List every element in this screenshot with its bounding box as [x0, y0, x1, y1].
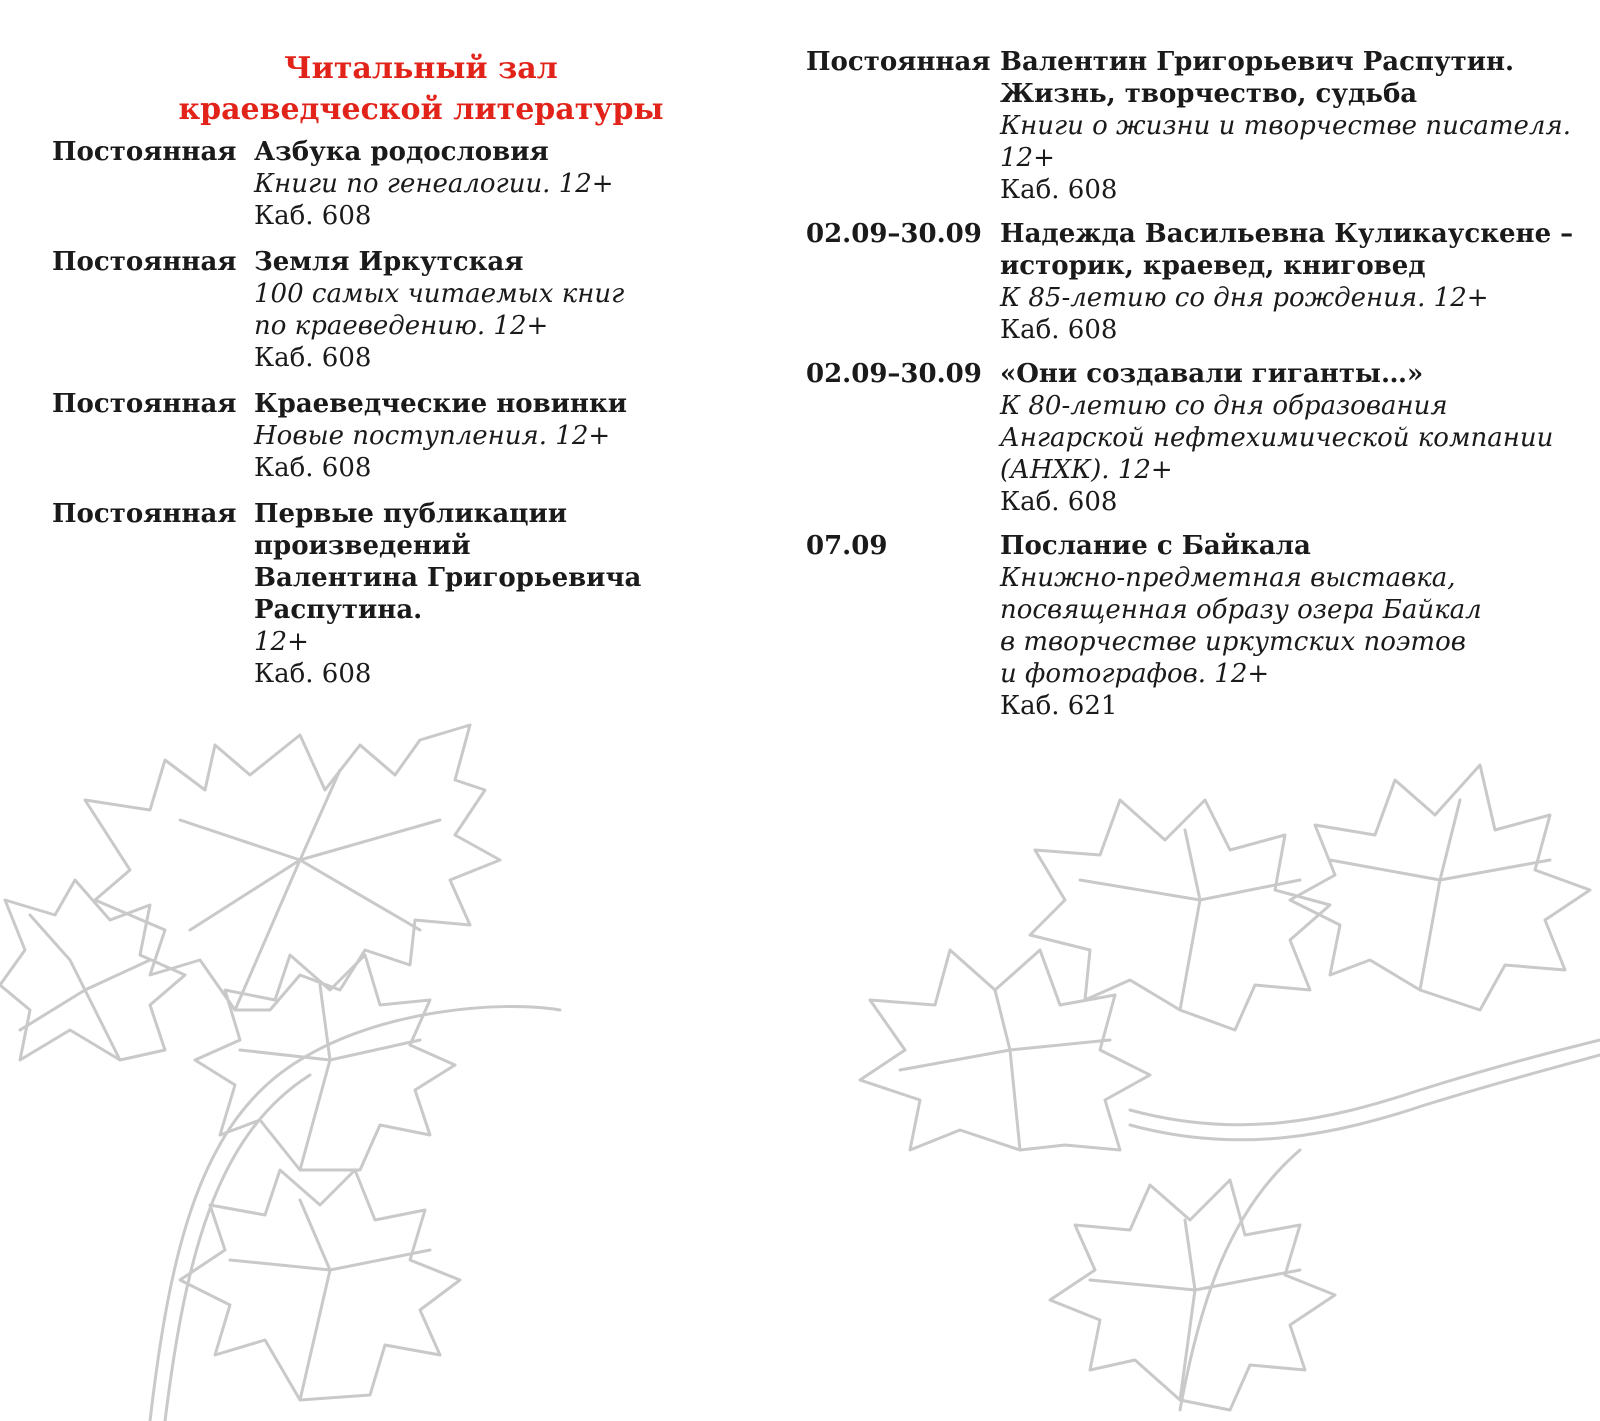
leaf-vein	[1195, 1270, 1300, 1290]
entry-title	[1000, 46, 1586, 110]
leaf-vein	[1420, 800, 1460, 990]
section-title-line: краеведческой литературы	[178, 92, 664, 127]
entry-title	[254, 498, 792, 626]
entry-description-line: (АНХК). 12+	[1000, 455, 1173, 485]
entry-room: Каб. 608	[254, 343, 372, 373]
right-column	[806, 46, 1586, 734]
exhibition-entry	[52, 498, 792, 690]
leaf-vein	[995, 990, 1020, 1150]
leaf-vein	[300, 1200, 330, 1400]
entry-description	[254, 168, 792, 200]
entry-title-line: Послание с Байкала	[1000, 531, 1311, 561]
entry-description-line: Книжно-предметная выставка,	[1000, 563, 1456, 593]
entry-title	[1000, 530, 1586, 562]
entry-description-line: в творчестве иркутских поэтов	[1000, 627, 1466, 657]
entry-body	[254, 246, 792, 374]
exhibition-entry	[806, 530, 1586, 722]
leaf-stem	[150, 1007, 560, 1421]
entry-description	[1000, 282, 1586, 314]
entry-date: Постоянная	[52, 247, 237, 277]
leaf-shape	[1030, 800, 1330, 1030]
leaf-vein	[1180, 1220, 1195, 1400]
entry-body	[1000, 218, 1586, 346]
leaf-shape	[860, 950, 1150, 1150]
leaf-vein	[1440, 860, 1550, 880]
entry-description-line: и фотографов. 12+	[1000, 659, 1270, 689]
entry-room: Каб. 608	[1000, 487, 1118, 517]
leaf-vein	[1180, 830, 1200, 1010]
leaf-vein	[900, 1050, 1010, 1070]
entry-title-line: Земля Иркутская	[254, 247, 524, 277]
leaf-vein	[300, 985, 330, 1170]
leaf-vein	[330, 1040, 420, 1060]
entry-description-line: К 80-летию со дня образования	[1000, 391, 1448, 421]
leaf-stem	[1130, 1055, 1600, 1140]
leaf-vein	[20, 990, 85, 1030]
entry-date: Постоянная	[52, 389, 237, 419]
leaf-vein	[235, 770, 340, 1010]
leaf-shape	[180, 1170, 460, 1400]
entry-body	[1000, 358, 1586, 518]
entry-description-line: 12+	[1000, 143, 1055, 173]
entry-description-line: Книги о жизни и творчестве писателя.	[1000, 111, 1571, 141]
entry-description-line: Книги по генеалогии. 12+	[254, 169, 614, 199]
entry-title	[254, 246, 792, 278]
leaf-vein	[240, 1050, 330, 1060]
entry-title-line: Жизнь, творчество, судьба	[1000, 79, 1418, 109]
entry-title	[1000, 358, 1586, 390]
entry-description	[1000, 390, 1586, 486]
exhibition-entry	[52, 246, 792, 374]
leaf-stem	[165, 1075, 310, 1421]
entry-room: Каб. 608	[1000, 315, 1118, 345]
leaf-shape	[0, 880, 185, 1060]
entry-title-line: Валентина Григорьевича Распутина.	[254, 563, 642, 625]
entry-title-line: «Они создавали гиганты…»	[1000, 359, 1424, 389]
entry-date: 07.09	[806, 531, 888, 561]
leaf-vein	[85, 960, 150, 990]
entry-room: Каб. 621	[1000, 691, 1118, 721]
exhibition-entry	[806, 218, 1586, 346]
leaf-vein	[180, 820, 300, 860]
leaf-vein	[1080, 880, 1200, 900]
leaf-vein	[190, 860, 300, 930]
section-title	[52, 48, 790, 130]
leaf-shape	[85, 725, 500, 1010]
entry-date: Постоянная	[52, 499, 237, 529]
leaf-vein	[1090, 1280, 1195, 1290]
entry-title	[1000, 218, 1586, 282]
leaf-vein	[1200, 880, 1300, 900]
section-title-line: Читальный зал	[284, 51, 558, 86]
entry-title	[254, 388, 792, 420]
exhibition-entry	[806, 358, 1586, 518]
entry-room: Каб. 608	[254, 453, 372, 483]
entry-description-line: К 85-летию со дня рождения. 12+	[1000, 283, 1489, 313]
entry-date: 02.09–30.09	[806, 359, 982, 389]
exhibition-entry	[52, 388, 792, 484]
leaf-vein	[300, 860, 420, 930]
entry-description-line: 100 самых читаемых книг	[254, 279, 625, 309]
left-column	[52, 48, 792, 704]
entry-title-line: Валентин Григорьевич Распутин.	[1000, 47, 1515, 77]
entry-body	[1000, 46, 1586, 206]
leaf-vein	[1010, 1040, 1110, 1050]
entry-room: Каб. 608	[1000, 175, 1118, 205]
leaf-vein	[1330, 860, 1440, 880]
leaf-stem	[1180, 1150, 1300, 1410]
entry-date: Постоянная	[52, 137, 237, 167]
entry-body	[254, 136, 792, 232]
entry-description	[1000, 562, 1586, 690]
entry-title-line: Первые публикации произведений	[254, 499, 568, 561]
entry-body	[1000, 530, 1586, 722]
leaf-stem	[1130, 1040, 1600, 1125]
entry-title-line: Краеведческие новинки	[254, 389, 628, 419]
entry-room: Каб. 608	[254, 659, 372, 689]
leaf-shape	[1290, 765, 1590, 1010]
entry-title-line: Надежда Васильевна Куликаускене –	[1000, 219, 1574, 249]
leaf-vein	[230, 1260, 330, 1270]
entry-title-line: Азбука родословия	[254, 137, 549, 167]
leaf-vein	[30, 915, 120, 1060]
entry-title-line: историк, краевед, книговед	[1000, 251, 1426, 281]
entry-description-line: Ангарской нефтехимической компании	[1000, 423, 1554, 453]
entry-body	[254, 388, 792, 484]
leaf-vein	[300, 820, 440, 860]
leaf-shape	[195, 955, 455, 1170]
leaf-vein	[330, 1250, 430, 1270]
entry-room: Каб. 608	[254, 201, 372, 231]
entry-body	[254, 498, 792, 690]
entry-description	[254, 420, 792, 452]
entry-description	[254, 278, 792, 342]
entry-description-line: Новые поступления. 12+	[254, 421, 611, 451]
entry-date: 02.09–30.09	[806, 219, 982, 249]
entry-description-line: по краеведению. 12+	[254, 311, 549, 341]
leaf-shape	[1050, 1180, 1335, 1410]
entry-date: Постоянная	[806, 47, 991, 77]
exhibition-entry	[52, 136, 792, 232]
entry-title	[254, 136, 792, 168]
entry-description-line: 12+	[254, 627, 309, 657]
entry-description	[254, 626, 792, 658]
entry-description-line: посвященная образу озера Байкал	[1000, 595, 1482, 625]
exhibition-entry	[806, 46, 1586, 206]
entry-description	[1000, 110, 1586, 174]
